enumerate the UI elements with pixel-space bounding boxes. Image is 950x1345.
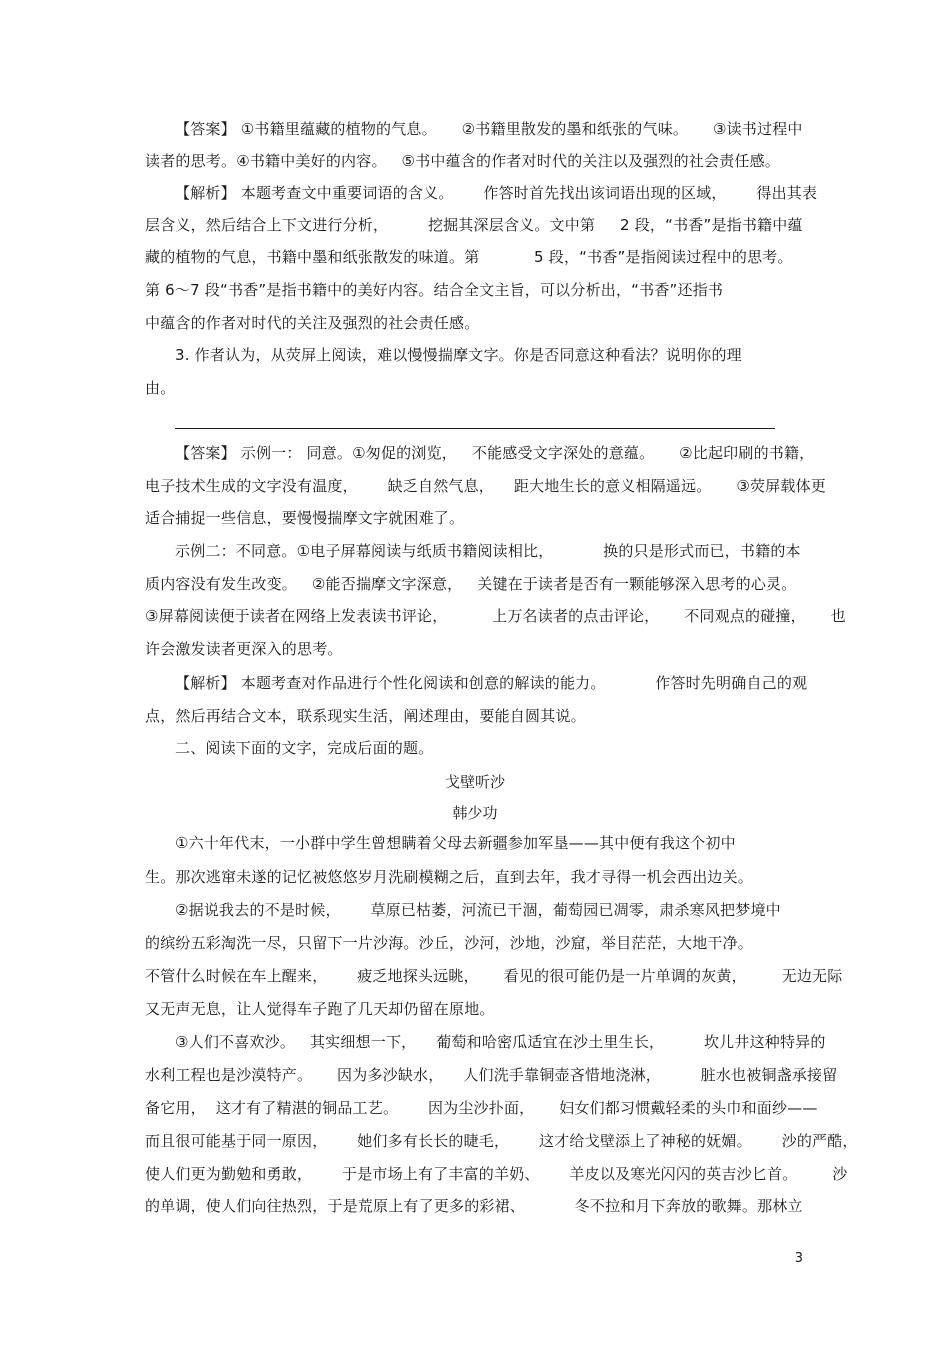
article-author: 韩少功 [452, 804, 498, 822]
text-line: 【答案】 示例一： 同意。①匆促的浏览， 不能感受文字深处的意蕴。 ②比起印刷的书籍， [175, 444, 815, 462]
text-line: 藏的植物的气息，书籍中墨和纸张散发的味道。第 5 段，“书香”是指阅读过程中的思考。 [145, 248, 793, 266]
text-line: 电子技术生成的文字没有温度， 缺乏自然气息， 距大地生长的意义相隔遥远。 ③荧屏载体更 [145, 477, 826, 495]
text-line: 许会激发读者更深入的思考。 [145, 640, 343, 658]
text-line: 【解析】 本题考查对作品进行个性化阅读和创意的解读的能力。 作答时先明确自己的观 [175, 674, 808, 692]
text-line: 【解析】 本题考查文中重要词语的含义。 作答时首先找出该词语出现的区域， 得出其表 [175, 184, 818, 202]
text-line: 生。那次逃窜未遂的记忆被悠悠岁月洗刷模糊之后，直到去年，我才寻得一机会西出边关。 [145, 868, 754, 886]
page-number: 3 [794, 1251, 803, 1266]
text-line: 使人们更为勤勉和勇敢， 于是市场上有了丰富的羊奶、 羊皮以及寒光闪闪的英吉沙匕首。 沙 [145, 1165, 848, 1183]
text-line: 又无声无息，让人觉得车子跑了几天却仍留在原地。 [145, 1000, 495, 1018]
text-line: 水利工程也是沙漠特产。 因为多沙缺水， 人们洗手靠铜壶吝惜地浇淋， 脏水也被铜盏承接留 [145, 1066, 838, 1084]
text-line: 层含义，然后结合上下文进行分析， 挖掘其深层含义。文中第 2 段，“书香”是指书籍中蕴 [145, 216, 803, 234]
text-line: 第 6～7 段“书香”是指书籍中的美好内容。结合全文主旨，可以分析出，“书香”还指书 [145, 281, 724, 299]
text-line: 备它用， 这才有了精湛的铜品工艺。 因为尘沙扑面， 妇女们都习惯戴轻柔的头巾和面纱—— [145, 1099, 818, 1117]
text-line: 的单调，使人们向往热烈，于是荒原上有了更多的彩裙、 冬不拉和月下奔放的歌舞。那林立 [145, 1197, 803, 1215]
text-line: 读者的思考。④书籍中美好的内容。 ⑤书中蕴含的作者对时代的关注以及强烈的社会责任感。 [145, 152, 781, 170]
text-line: 二、阅读下面的文字，完成后面的题。 [175, 739, 434, 757]
text-line: 3. 作者认为，从荧屏上阅读，难以慢慢揣摩文字。你是否同意这种看法？说明你的理 [175, 346, 742, 364]
text-line: 的缤纷五彩淘洗一尽，只留下一片沙海。沙丘，沙河，沙地，沙窟，举目茫茫，大地干净。 [145, 934, 754, 952]
text-line: 质内容没有发生改变。 ②能否揣摩文字深意， 关键在于读者是否有一颗能够深入思考的心灵。 [145, 575, 797, 593]
article-title: 戈壁听沙 [444, 773, 505, 791]
text-line: 不管什么时候在车上醒来， 疲乏地探头远眺， 看见的很可能仍是一片单调的灰黄， 无边无际 [145, 967, 843, 985]
text-line: ③屏幕阅读便于读者在网络上发表读书评论， 上万名读者的点击评论， 不同观点的碰撞， 也 [145, 607, 846, 625]
text-line: 示例二：不同意。①电子屏幕阅读与纸质书籍阅读相比， 换的只是形式而已，书籍的本 [175, 542, 801, 560]
text-line: 【答案】 ①书籍里蕴藏的植物的气息。 ②书籍里散发的墨和纸张的气味。 ③读书过程中 [175, 120, 803, 138]
text-line: 中蕴含的作者对时代的关注及强烈的社会责任感。 [145, 314, 480, 332]
text-line: 而且很可能基于同一原因， 她们多有长长的睫毛， 这才给戈壁添上了神秘的妩媚。 沙的严酷， [145, 1132, 858, 1150]
answer-blank-line [175, 428, 775, 429]
text-line: ①六十年代末，一小群中学生曾想瞒着父母去新疆参加军垦——其中便有我这个初中 [175, 834, 736, 852]
text-line: 由。 [145, 379, 176, 397]
text-line: 点，然后再结合文本，联系现实生活，阐述理由，要能自圆其说。 [145, 707, 586, 725]
text-line: 适合捕捉一些信息，要慢慢揣摩文字就困难了。 [145, 509, 465, 527]
text-line: ②据说我去的不是时候， 草原已枯萎，河流已干涸，葡萄园已凋零，肃杀寒风把梦境中 [175, 901, 781, 919]
text-line: ③人们不喜欢沙。 其实细想一下， 葡萄和哈密瓜适宜在沙土里生长， 坎儿井这种特异的 [175, 1033, 826, 1051]
